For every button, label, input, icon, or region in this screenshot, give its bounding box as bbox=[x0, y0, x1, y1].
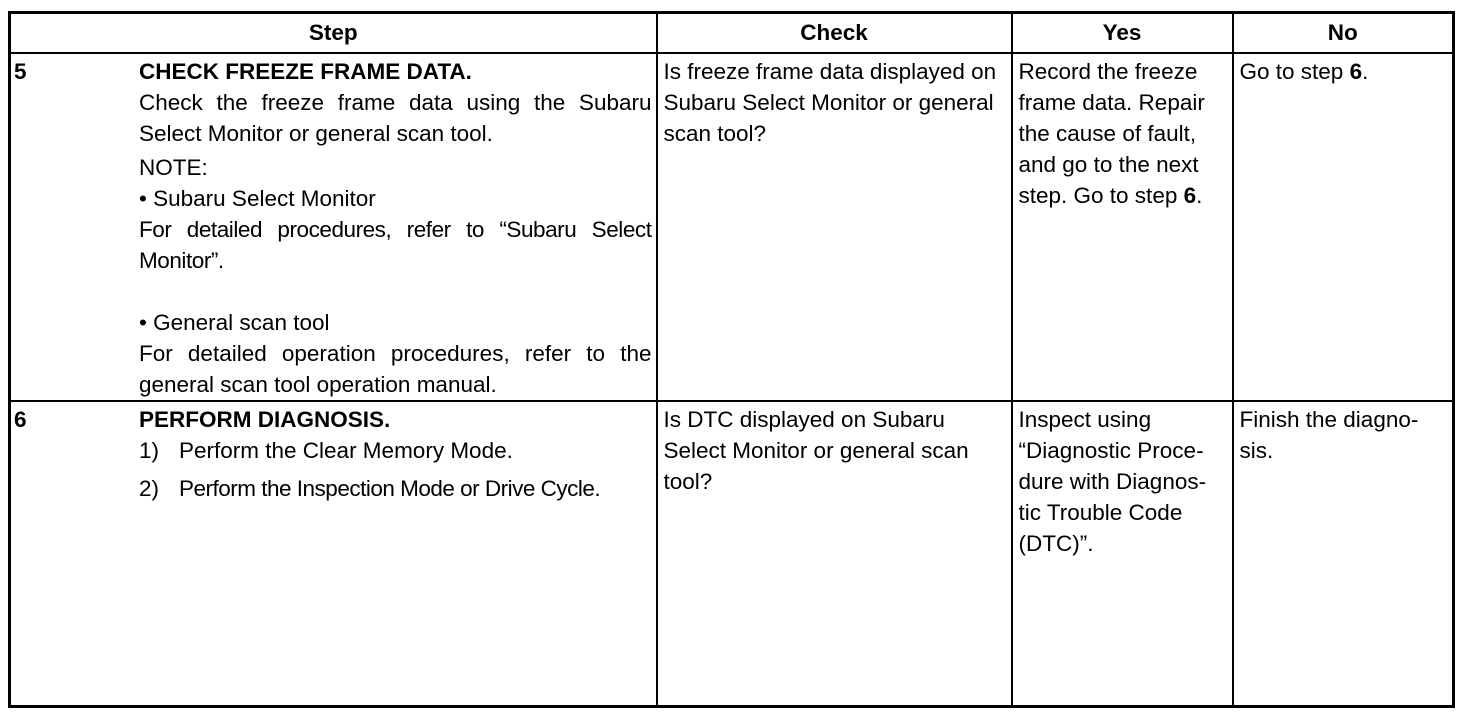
note-bullet-scan-tool: • General scan tool bbox=[139, 310, 330, 335]
check-cell bbox=[657, 401, 1012, 707]
check-cell bbox=[657, 53, 1012, 401]
yes-cell bbox=[1012, 53, 1233, 401]
no-text-container bbox=[1234, 54, 1453, 87]
table-row bbox=[10, 53, 1454, 401]
yes-cell bbox=[1012, 401, 1233, 707]
no-step-ref: 6 bbox=[1349, 59, 1363, 84]
list-item-number: 1) bbox=[139, 438, 160, 463]
step-cell bbox=[10, 401, 657, 707]
step-number: 5 bbox=[14, 59, 27, 84]
header-yes: Yes bbox=[1012, 13, 1233, 54]
list-item-text: Perform the Inspection Mode or Drive Cycle. bbox=[179, 476, 601, 501]
yes-step-ref: 6 bbox=[1183, 183, 1197, 208]
step-instruction: Check the freeze frame data using the Subaru Select Monitor or general scan tool. bbox=[139, 90, 652, 146]
list-item bbox=[139, 435, 652, 466]
step-cell bbox=[10, 53, 657, 401]
no-text: Finish the diagno-sis. bbox=[1239, 407, 1419, 463]
header-row bbox=[10, 13, 1454, 54]
header-no: No bbox=[1233, 13, 1454, 54]
no-text: Go to step bbox=[1239, 59, 1350, 84]
note-text-select-monitor: For detailed procedures, refer to “Subaru Select Monitor”. bbox=[139, 217, 652, 273]
note-bullet-select-monitor: • Subaru Select Monitor bbox=[139, 186, 376, 211]
list-item-number: 2) bbox=[139, 476, 160, 501]
header-step: Step bbox=[10, 13, 657, 54]
no-cell bbox=[1233, 401, 1454, 707]
note-text-scan-tool: For detailed operation procedures, refer to the general scan tool operation manual. bbox=[139, 341, 652, 397]
yes-text: Inspect using “Diagnostic Proce-dure with Diagnos-tic Trouble Code (DTC)”. bbox=[1018, 407, 1207, 556]
table-row bbox=[10, 401, 1454, 707]
yes-text-container bbox=[1013, 54, 1232, 211]
list-item bbox=[139, 473, 652, 504]
yes-end: . bbox=[1196, 183, 1203, 208]
list-item-text: Perform the Clear Memory Mode. bbox=[179, 438, 513, 463]
procedure-table bbox=[8, 11, 1455, 708]
header-check: Check bbox=[657, 13, 1012, 54]
yes-text: Record the freeze frame data. Repair the cause of fault, and go to the next step. Go to step bbox=[1018, 59, 1205, 208]
step-number: 6 bbox=[14, 407, 27, 432]
check-text: Is freeze frame data displayed on Subaru Select Monitor or general scan tool? bbox=[663, 59, 997, 146]
step-title: CHECK FREEZE FRAME DATA. bbox=[139, 59, 472, 84]
check-text: Is DTC displayed on Subaru Select Monitor or general scan tool? bbox=[663, 407, 969, 494]
step-title: PERFORM DIAGNOSIS. bbox=[139, 407, 391, 432]
no-cell bbox=[1233, 53, 1454, 401]
no-end: . bbox=[1362, 59, 1369, 84]
note-label: NOTE: bbox=[139, 155, 208, 180]
